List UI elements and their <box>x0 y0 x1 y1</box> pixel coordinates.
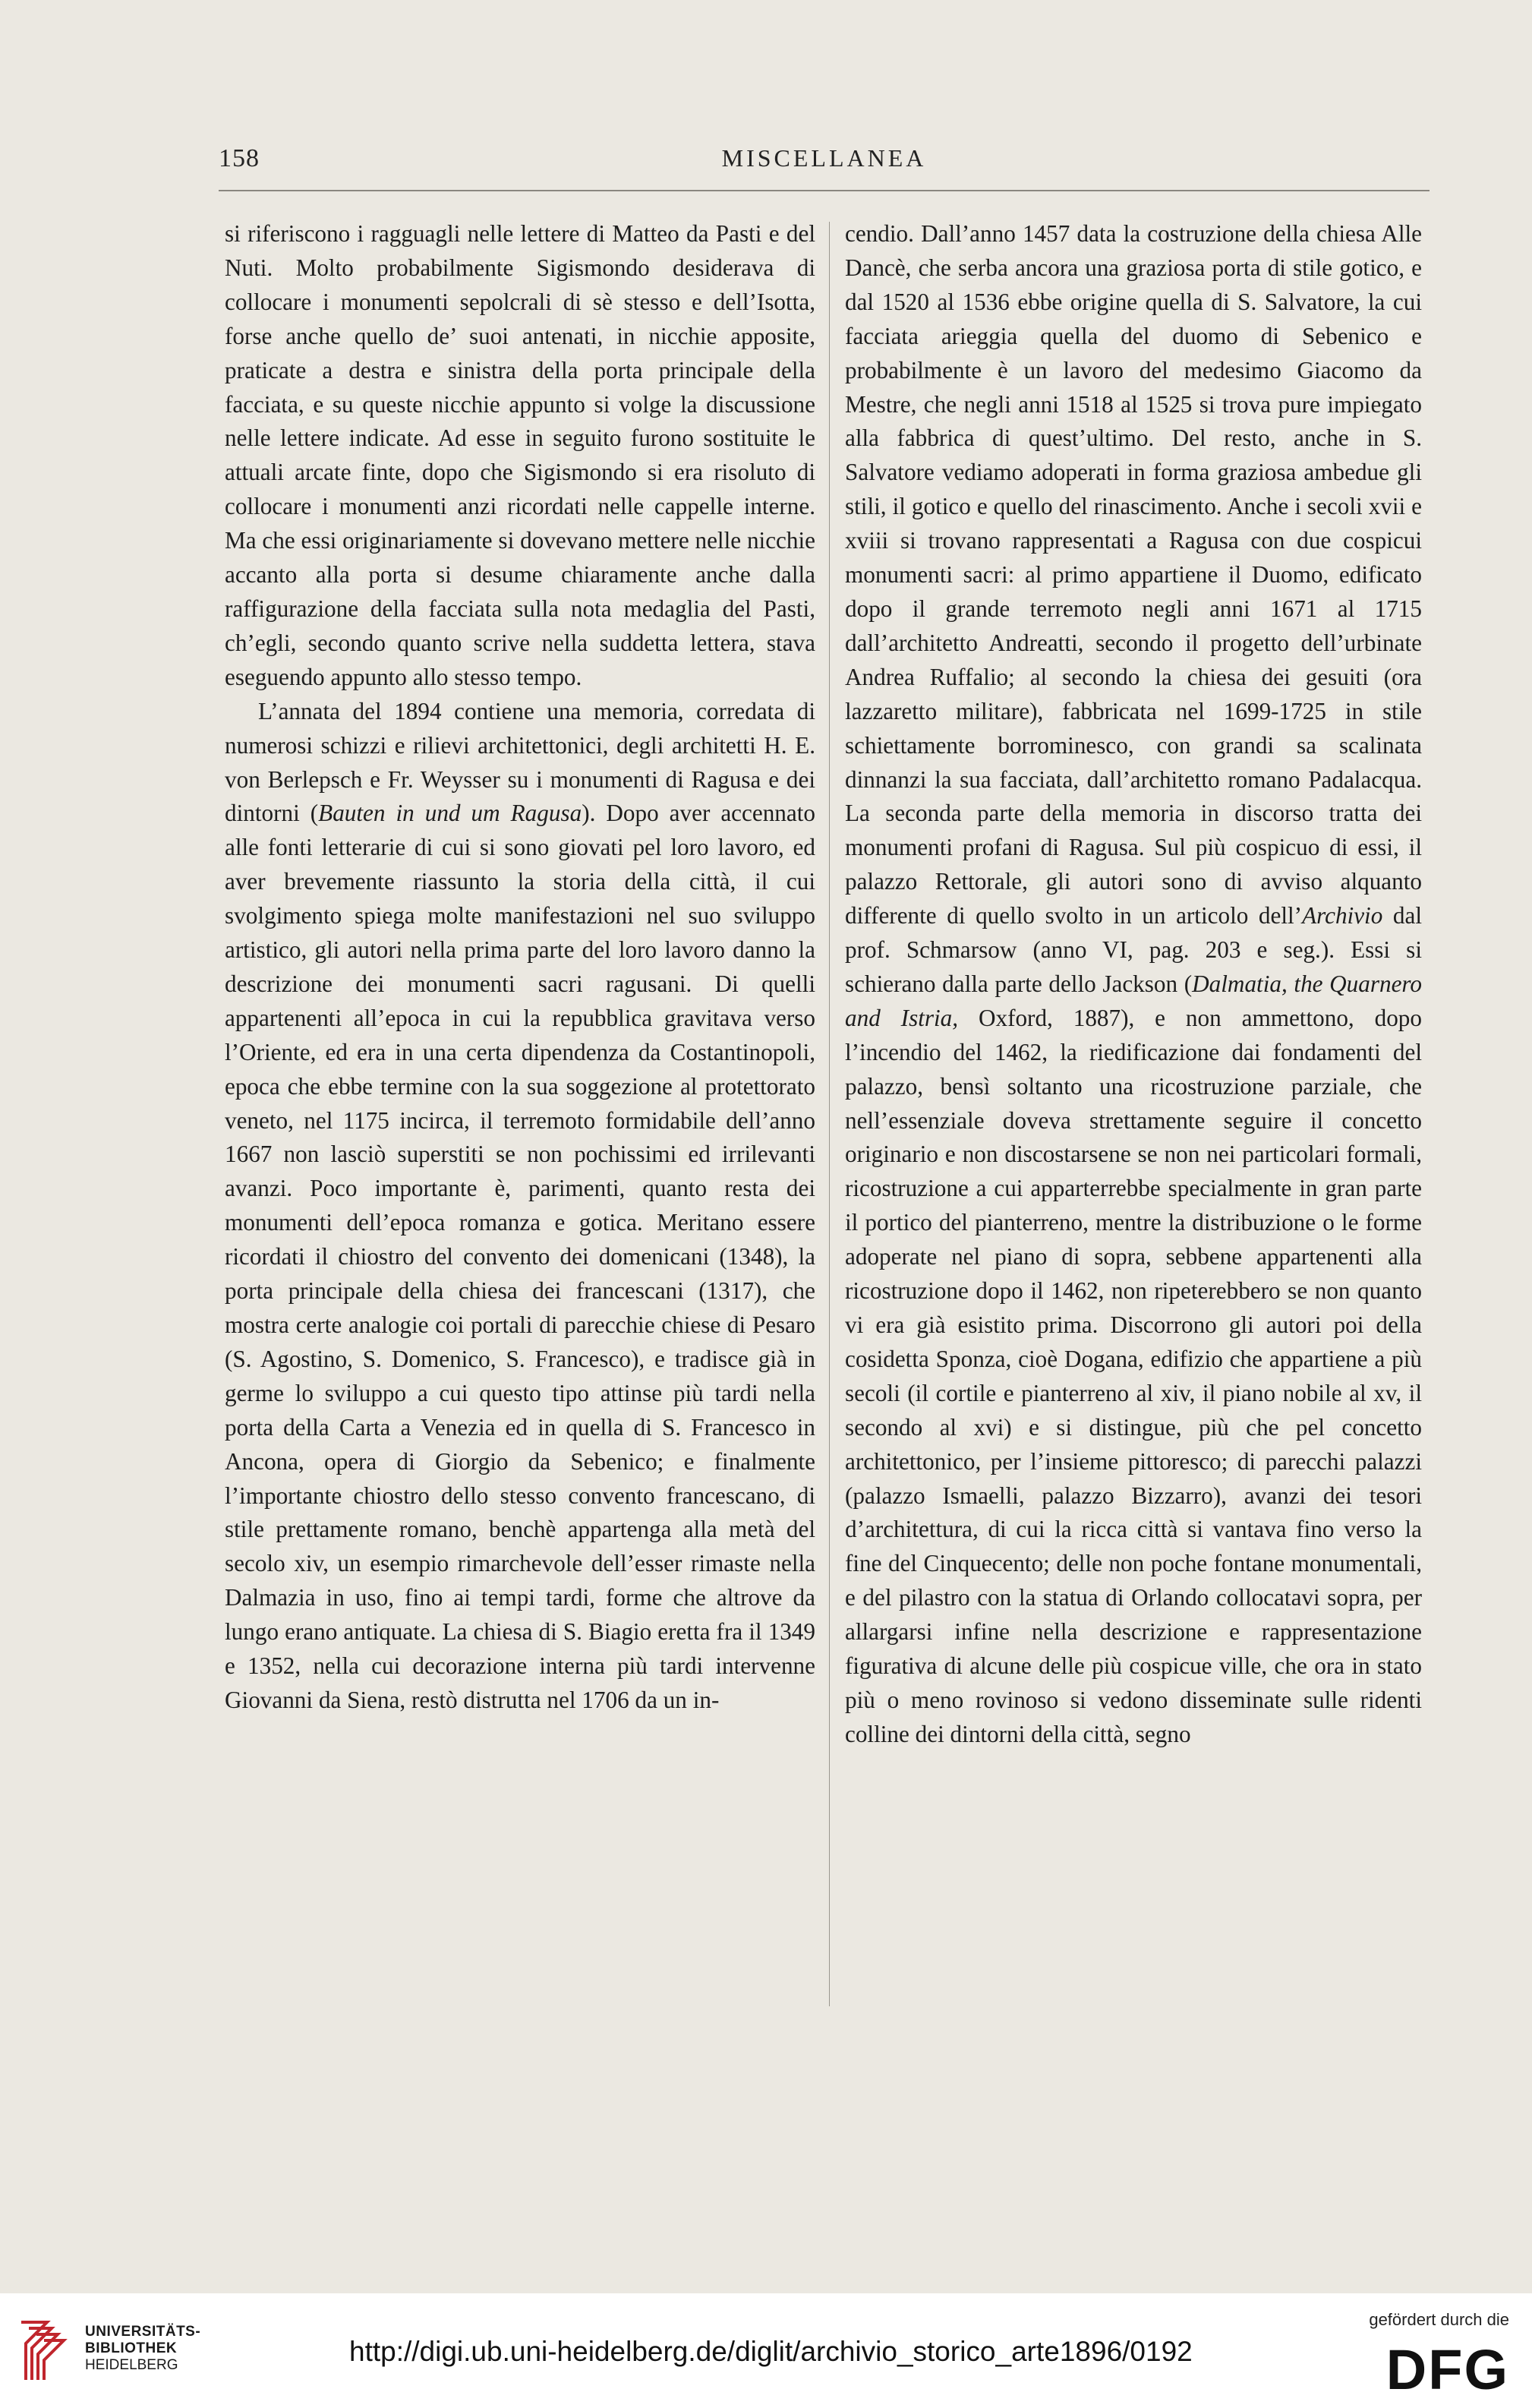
funded-by-label: gefördert durch die <box>1369 2310 1509 2329</box>
jackson-title-italic: Dalmatia, the Quarnero and Istria, <box>845 970 1423 1031</box>
dfg-logo: DFG <box>1385 2338 1509 2401</box>
right-text-2: dal prof. Schmarsow (anno VI, pag. 203 e seg.). Essi si schierano dalla parte dello Jackson ( <box>845 902 1423 997</box>
footer-bar <box>0 2293 1532 2408</box>
right-text-3: Oxford, 1887), e non ammettono, dopo l’incendio del 1462, la riedificazione dai fondamenti del palazzo, bensì soltanto una ricostruzione parziale, che nell’essenziale doveva strettamente seguire il concetto originario e non discostarsene se non nei particolari formali, ricostruzione a cui apparterrebbe specialmente in gran parte il portico del pianterreno, mentre la distribuzione o le forme adoperate nel piano di sopra, sebbene appartenenti alla ricostruzione dopo il 1462, non ripeterebbero se non quanto vi era già esistito prima. Discorrono gli autori poi della cosidetta Sponza, cioè Dogana, edifizio che appartiene a più secoli (il cortile e pianterreno al xiv, il piano nobile al xv, il secondo al xvi) e si distingue, più che pel concetto architettonico, per l’insieme pittoresco; di parecchi palazzi (palazzo Ismaelli, palazzo Bizzarro), avanzi dei tesori d’architettura, di cui la ricca città si vantava fino verso la fine del Cinquecento; delle non poche fontane monumentali, e del pilastro con la statua di Orlando collocatavi sopra, per allargarsi infine nella descrizione e rappresentazione figurativa di alcune delle più cospicue ville, che ora in stato più o meno rovinoso si vedono disseminate sulle ridenti colline dei dintorni della città, segno <box>845 1004 1422 1747</box>
column-divider <box>829 222 830 2006</box>
left-paragraph-2-continued: ). Dopo aver accennato alle fonti letterarie di cui si sono giovati pel loro lavoro, ed aver brevemente riassunto la storia della città, il cui svolgimento spiega molte manifestazioni nel suo sviluppo artistico, gli autori nella prima parte del loro lavoro danno la descrizione dei monumenti sacri ragusani. Di quelli appartenenti all’epoca in cui la repubblica gravitava verso l’Oriente, ed era in una certa dipendenza da Costantinopoli, epoca che ebbe termine con la sua soggezione al protettorato veneto, nel 1175 incirca, il terremoto formidabile dell’anno 1667 non lasciò superstiti se non pochissimi ed irrilevanti avanzi. Poco importante è, parimenti, quanto resta dei monumenti dell’epoca romanza e gotica. Meritano essere ricordati il chiostro del convento dei domenicani (1348), la porta principale della chiesa dei francescani (1317), che mostra certe analogie coi portali di parecchie chiese di Pesaro (S. Agostino, S. Domenico, S. Francesco), e tradisce già in germe lo sviluppo a cui questo tipo attinse più tardi nella porta della Carta a Venezia ed in quella di S. Francesco in Ancona, opera di Giorgio da Sebenico; e finalmente l’importante chiostro dello stesso convento francescano, di stile prettamente romano, benchè appartenga alla metà del secolo xiv, un esempio rimarchevole dell’esser rimaste nella Dalmazia in uso, fino ai tempi tardi, forme che altrove da lungo erano antiquate. La chiesa di S. Biagio eretta fra il 1349 e 1352, nella cui decorazione interna più tardi intervenne Giovanni da Siena, restò distrutta nel 1706 da un in- <box>225 800 815 1713</box>
right-column <box>845 217 1422 1752</box>
journal-title-italic: Archivio <box>1302 902 1383 929</box>
left-paragraph-2-text: L’annata del 1894 contiene una memoria, corredata di numerosi schizzi e rilievi architettonici, degli architetti H. E. von Berlepsch e Fr. Weysser su i monumenti di Ragusa e dei dintorni ( <box>225 697 815 827</box>
university-library-logo-icon <box>17 2315 77 2383</box>
running-head: MISCELLANEA <box>721 144 927 172</box>
book-title-italic: Bauten in und um Ragusa <box>318 800 582 827</box>
library-name <box>85 2324 200 2374</box>
left-paragraph-2 <box>225 695 815 1718</box>
library-name-line2: BIBLIOTHEK <box>85 2340 178 2356</box>
library-name-line3: HEIDELBERG <box>85 2357 178 2373</box>
right-paragraph <box>845 217 1422 1752</box>
left-column <box>225 217 815 1718</box>
page-number: 158 <box>219 144 260 172</box>
right-text-1: cendio. Dall’anno 1457 data la costruzione della chiesa Alle Dancè, che serba ancora una graziosa porta di stile gotico, e dal 1520 al 1536 ebbe origine quella di S. Salvatore, la cui facciata arieggia quella del duomo di Sebenico e probabilmente è un lavoro del medesimo Giacomo da Mestre, che negli anni 1518 al 1525 si trova pure impiegato alla fabbrica di quest’ultimo. Del resto, anche in S. Salvatore vediamo adoperati in forma graziosa ambedue gli stili, il gotico e quello del rinascimento. Anche i secoli xvii e xviii si trovano rappresentati a Ragusa con due cospicui monumenti sacri: al primo appartiene il Duomo, edificato dopo il grande terremoto negli anni 1671 al 1715 dall’architetto Andreatti, secondo il progetto dell’urbinate Andrea Ruffalio; al secondo la chiesa dei gesuiti (ora lazzaretto militare), fabbricata nel 1699-1725 in stile schiettamente borrominesco, con grandi sa scalinata dinnanzi la sua facciata, dall’architetto romano Padalacqua. La seconda parte della memoria in discorso tratta dei monumenti profani di Ragusa. Sul più cospicuo di essi, il palazzo Rettorale, gli autori sono di avviso alquanto differente di quello svolto in un articolo dell’ <box>845 220 1422 929</box>
library-name-line1: UNIVERSITÄTS- <box>85 2324 201 2340</box>
page-header <box>219 144 1430 191</box>
permalink-url[interactable]: http://digi.ub.uni-heidelberg.de/diglit/archivio_storico_arte1896/0192 <box>349 2336 1193 2367</box>
left-paragraph-1: si riferiscono i ragguagli nelle lettere di Matteo da Pasti e del Nuti. Molto probabilmente Sigismondo desiderava di collocare i monumenti sepolcrali di sè stesso e dell’Isotta, forse anche quello de’ suoi antenati, in nicchie apposite, praticate a destra e sinistra della porta principale della facciata, e su queste nicchie appunto si volge la discussione nelle lettere indicate. Ad esse in seguito furono sostituite le attuali arcate finte, dopo che Sigismondo si era risoluto di collocare i monumenti anzi ricordati nelle cappelle interne. Ma che essi originariamente si dovevano mettere nelle nicchie accanto alla porta si desume chiaramente anche dalla raffigurazione della facciata sulla nota medaglia del Pasti, ch’egli, secondo quanto scrive nella suddetta lettera, stava eseguendo appunto allo stesso tempo. <box>225 220 815 690</box>
